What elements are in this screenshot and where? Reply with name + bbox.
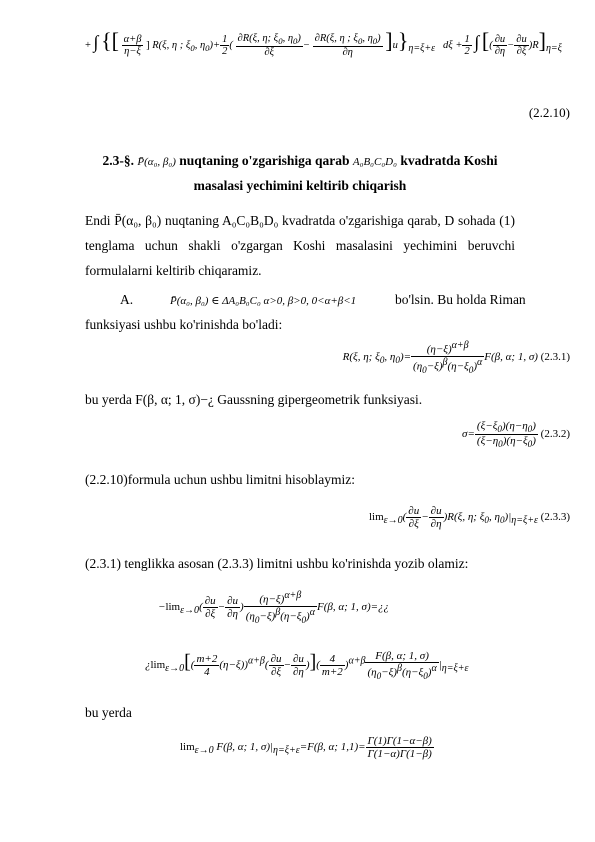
derivation-line-1: $-\lim_{\varepsilon\to 0}$( $\frac{\partial u}{\partial\xi}$ − $\frac{\partial u}{\partial\eta}$ ) $\frac{(\eta-\xi)^{\alpha+\beta}}{(\eta_0-\xi)^\beta(\eta-\xi_0)^\alpha}$ F(β, α; 1, σ)=¿¿ — [158, 590, 390, 625]
equation-2-3-1: R(ξ, η; $\xi_0$, $\eta_0)=$ $\frac{(\eta-\xi)^{\alpha+\beta}}{(\eta_0-\xi)^\beta(\eta-\xi_0)^\alpha}$ F(β, α; 1, σ) (2.3.1) — [342, 340, 570, 375]
item-a-condition: P̄(α₀, β₀) ∈ ΔA₀B₀C₀ α>0, β>0, 0<α+β<1 — [170, 295, 357, 307]
equation-2-3-3: $\lim_{\varepsilon\to 0}$( $\frac{\partial u}{\partial\xi}$ − $\frac{\partial u}{\partial\eta}$ )R(ξ, η; $\xi_0$, $\eta_0)|_{\eta=\xi+\varepsilon}$ (2.3.3) — [368, 505, 570, 530]
equation-2-3-2: σ= $\frac{(\xi-\xi_0)(\eta-\eta_0)}{(\xi-\eta_0)(\eta-\xi_0)}$ (2.3.2) — [462, 420, 570, 450]
eq-233-label: (2.3.3) — [540, 511, 570, 524]
section-title-mid: nuqtaning o'zgarishiga qarab — [179, 153, 350, 168]
final-limit: $\lim_{\varepsilon\to 0} F(\beta$, α; 1, $\sigma)|_{\eta=\xi+\varepsilon}=F(\beta$, α; 1,1)= $\frac{\Gamma(1)\Gamma(1-\alpha-\beta)}{\Gamma(1-\alpha)\Gamma(1-\beta)}$ — [180, 735, 432, 760]
eq-232-label: (2.3.2) — [540, 428, 570, 441]
derive-text: (2.3.1) tenglikka asosan (2.3.3) limitni ushbu ko'rinishda yozib olamiz: — [85, 556, 469, 571]
limit-text: (2.2.10)formula uchun ushbu limitni hisoblaymiz: — [85, 472, 355, 487]
section-number: 2.3-§. — [102, 153, 135, 168]
section-heading-line2: masalasi yechimini keltirib chiqarish — [193, 178, 407, 193]
section-heading: 2.3-§. P̄(α₀, β₀) nuqtaning o'zgarishiga qarab A₀B₀C₀D₀ kvadratda Koshi — [102, 153, 498, 168]
eq-231-label: (2.3.1) — [540, 350, 570, 363]
gauss-text: bu yerda F(β, α; 1, σ)−¿ Gaussning gipergeometrik funksiyasi. — [85, 392, 423, 407]
item-a-text1: bo'lsin. Bu holda Riman — [395, 292, 526, 307]
bu-yerda-text: bu yerda — [85, 705, 132, 720]
paragraph-intro: Endi P̄(α₀, β₀) nuqtaning A₀C₀B₀D₀ kvadratda o'zgarishiga qarab, D sohada (1) tenglama uchun shakli o'zgargan Koshi masalasini yechimini beruvchi formulalarni keltirib chiqaramiz. — [85, 213, 515, 278]
top-formula: + ∫ {[ $\frac{\alpha+\beta}{\eta-\xi}$ ] R(ξ, η ; $\xi_0$, $\eta_0)+$ $\frac{1}{2}$ ( $\frac{\partial R(\xi, \eta; \xi_0, \eta_0)}{\partial\xi}$ − $\frac{\partial R(\xi, \eta ; \xi_0, \eta_0)}{\partial\eta}$ ]$u\}_{\eta=\xi+\varepsilon}$ dξ + $\frac{1}{2}$ ∫ [( $\frac{\partial u}{\partial\eta}$ − $\frac{\partial u}{\partial\xi}$ )$R]_{\eta=\xi}$ — [85, 28, 562, 59]
item-a-text2: funksiyasi ushbu ko'rinishda bo'ladi: — [85, 317, 283, 332]
item-a-label: A. — [120, 292, 134, 307]
derivation-line-2: ¿$\lim_{\varepsilon\to 0}$[( $\frac{m+2}{4}$ (η−ξ))$^{\alpha+\beta}$( $\frac{\partial u}{\partial\xi}$ − $\frac{\partial u}{\partial\eta}$ )]( $\frac{4}{m+2}$ )$^{\alpha+\beta}$ $\frac{F(\beta, \alpha; 1, \sigma)}{(\eta_0-\xi)^\beta(\eta-\xi_0)^\alpha}$ $|_{\eta=\xi+\varepsilon}$ — [145, 650, 469, 681]
section-title-end: kvadratda Koshi — [400, 153, 498, 168]
eq-2210-label: (2.2.10) — [528, 105, 570, 120]
